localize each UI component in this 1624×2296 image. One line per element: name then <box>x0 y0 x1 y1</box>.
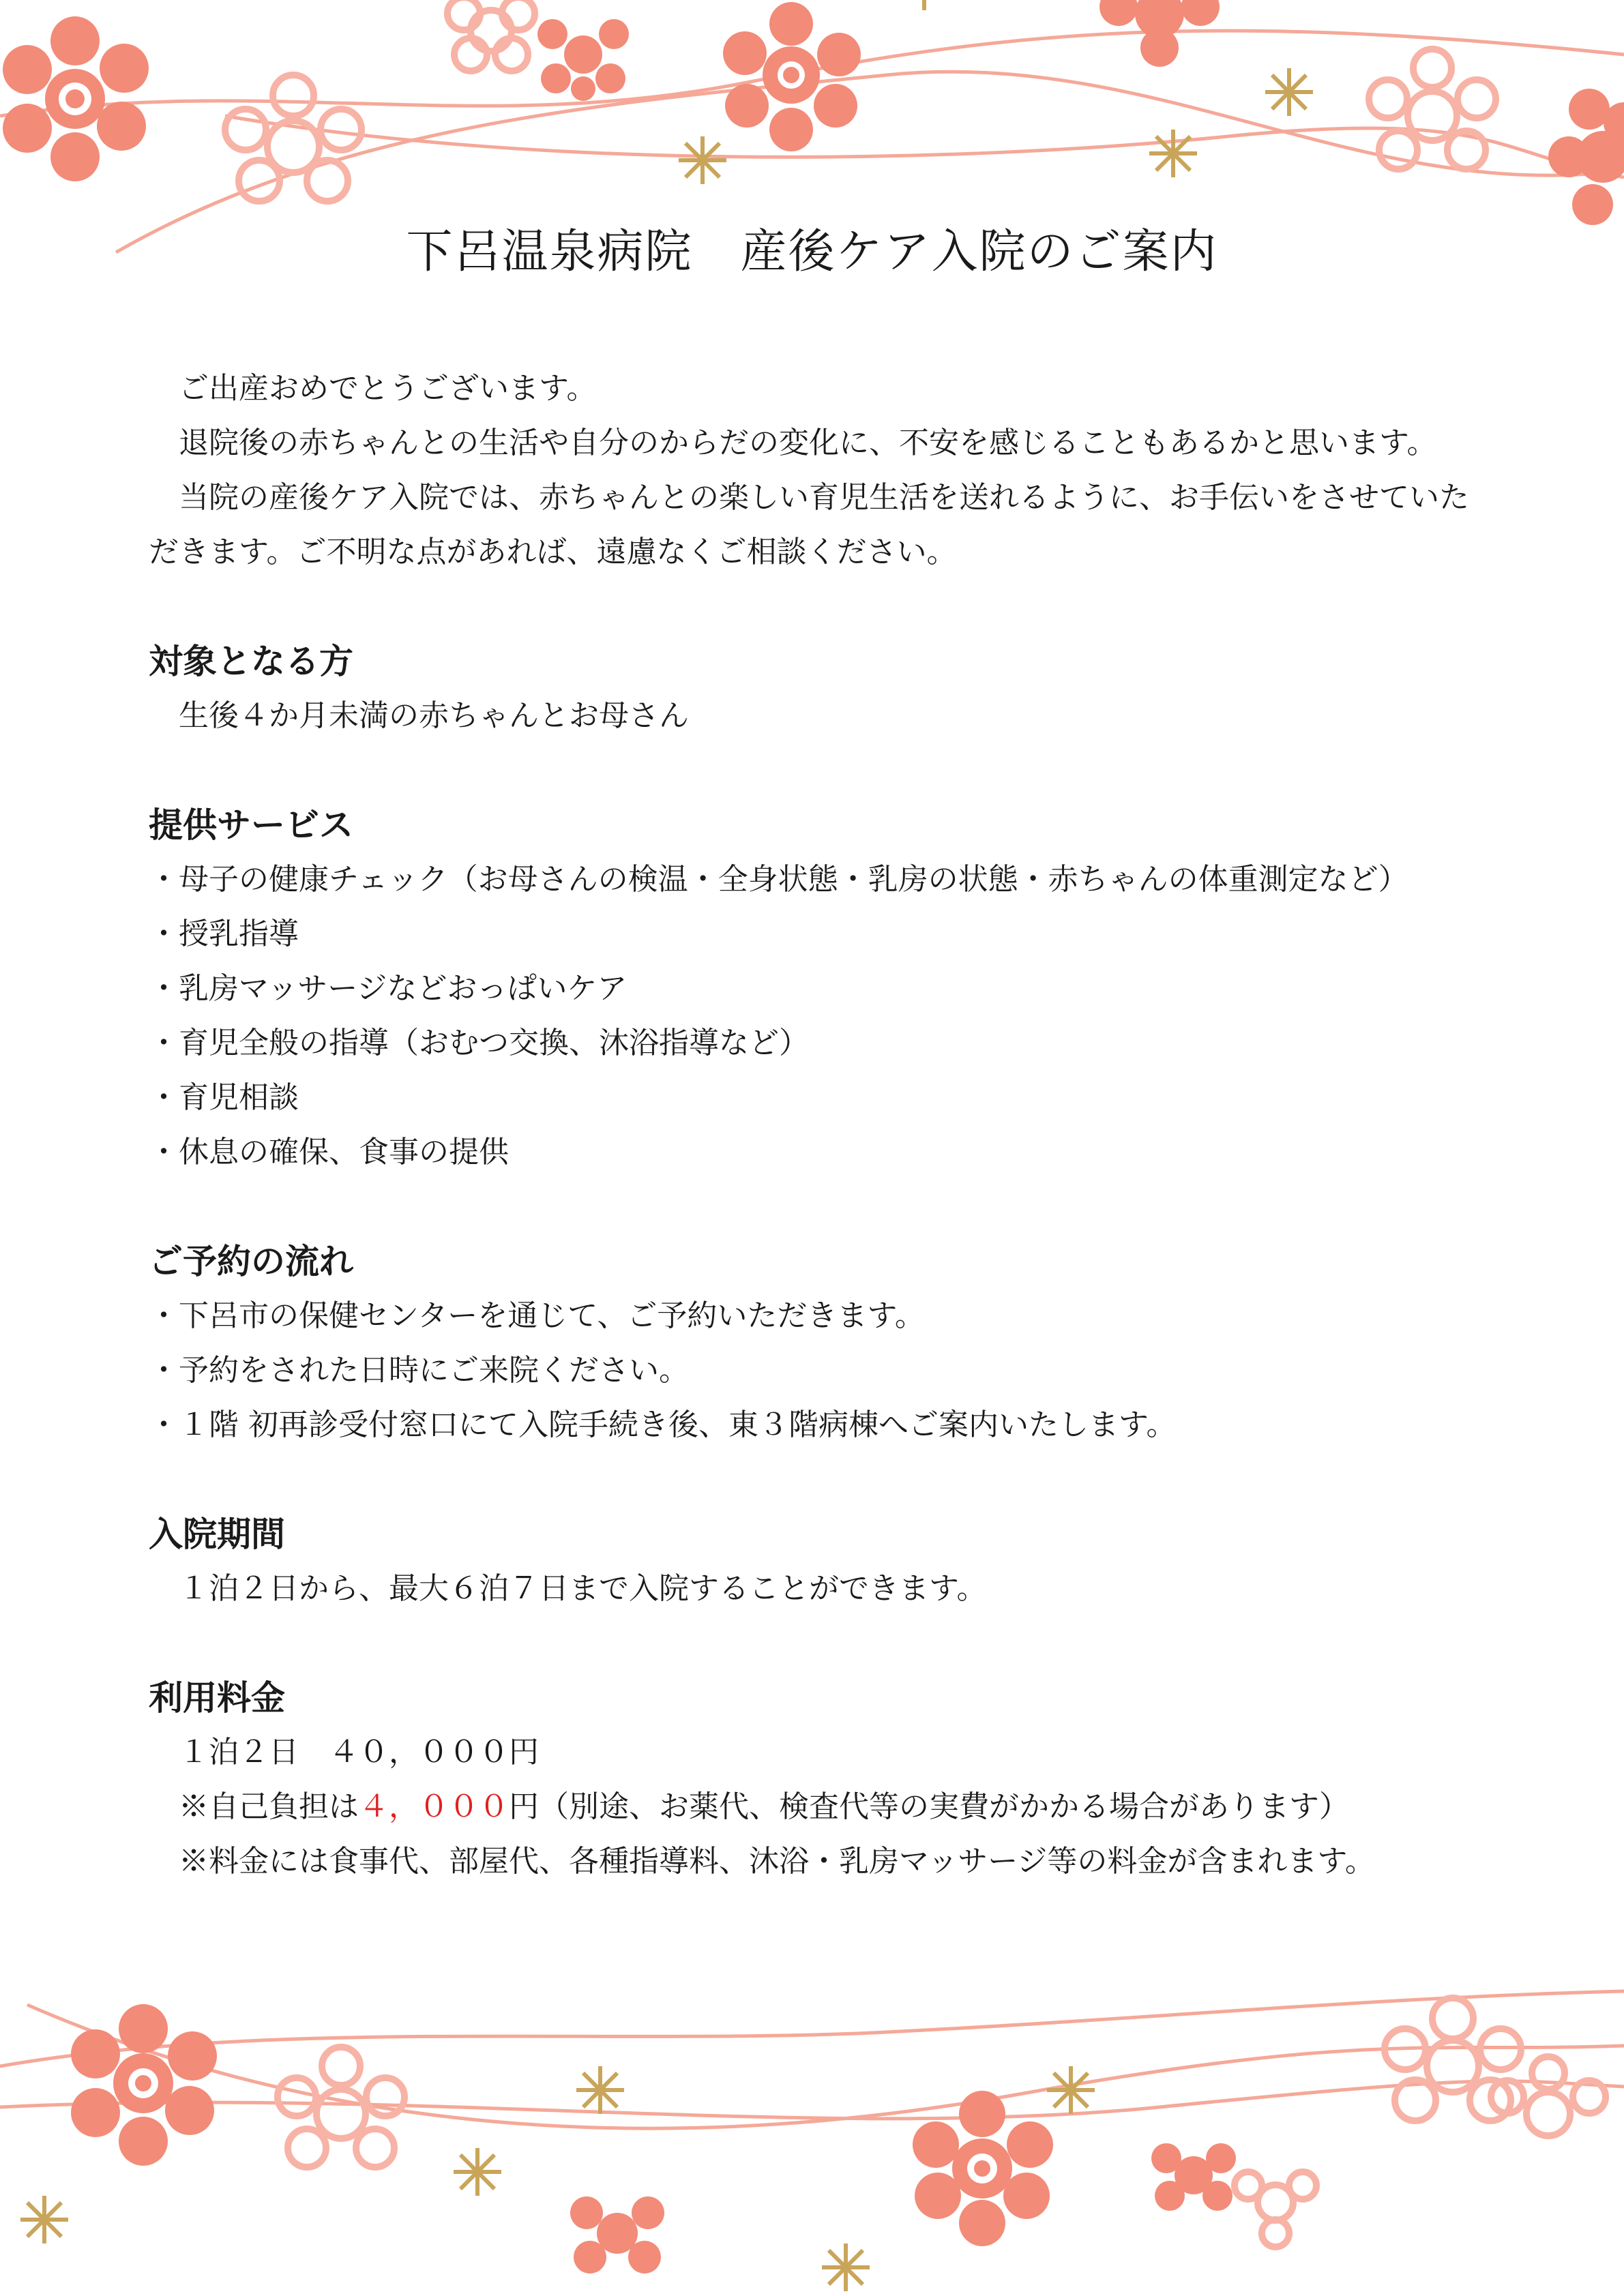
service-item: ・授乳指導 <box>149 916 299 951</box>
section-heading-target: 対象となる方 <box>149 642 353 681</box>
intro-line: 退院後の赤ちゃんとの生活や自分のからだの変化に、不安を感じることもあるかと思います。 <box>179 426 1437 460</box>
service-item: ・乳房マッサージなどおっぱいケア <box>149 971 628 1006</box>
fee-includes: ※料金には食事代、部屋代、各種指導料、沐浴・乳房マッサージ等の料金が含まれます。 <box>179 1844 1375 1879</box>
stay-text: １泊２日から、最大６泊７日まで入院することができます。 <box>179 1571 987 1606</box>
section-heading-stay: 入院期間 <box>149 1515 285 1554</box>
floral-border-bottom <box>0 1978 1624 2296</box>
section-heading-reservation: ご予約の流れ <box>149 1242 353 1281</box>
fee-copay <box>149 1780 1499 1834</box>
section-heading-fee: 利用料金 <box>149 1678 285 1718</box>
intro-line: ご出産おめでとうございます。 <box>179 371 597 406</box>
service-item: ・育児相談 <box>149 1080 299 1115</box>
page-title: 下呂温泉病院 産後ケア入院のご案内 <box>406 225 1218 279</box>
service-item: ・育児全般の指導（おむつ交換、沐浴指導など） <box>149 1026 809 1060</box>
fee-base: １泊２日 ４０，０００円 <box>179 1735 539 1770</box>
flower-icon <box>3 16 149 181</box>
fee-copay-amount: ４，０００ <box>359 1789 509 1824</box>
fee-copay-suffix: 円（別途、お薬代、検査代等の実費がかかる場合があります） <box>509 1789 1349 1824</box>
target-text: 生後４か月未満の赤ちゃんとお母さん <box>179 698 689 733</box>
reservation-item: ・下呂市の保健センターを通じて、ご予約いただきます。 <box>149 1298 925 1333</box>
intro-line: だきます。ご不明な点があれば、遠慮なくご相談ください。 <box>149 535 957 569</box>
intro-line: 当院の産後ケア入院では、赤ちゃんとの楽しい育児生活を送れるように、お手伝いをさせていた <box>179 480 1469 515</box>
service-item: ・母子の健康チェック（お母さんの検温・全身状態・乳房の状態・赤ちゃんの体重測定など） <box>149 862 1408 897</box>
fee-copay-prefix: ※自己負担は <box>179 1789 359 1824</box>
section-heading-services: 提供サービス <box>149 805 353 845</box>
service-item: ・休息の確保、食事の提供 <box>149 1135 509 1169</box>
reservation-item: ・１階 初再診受付窓口にて入院手続き後、東３階病棟へご案内いたします。 <box>149 1407 1177 1442</box>
reservation-item: ・予約をされた日時にご来院ください。 <box>149 1353 689 1388</box>
document-body <box>149 361 1499 1889</box>
